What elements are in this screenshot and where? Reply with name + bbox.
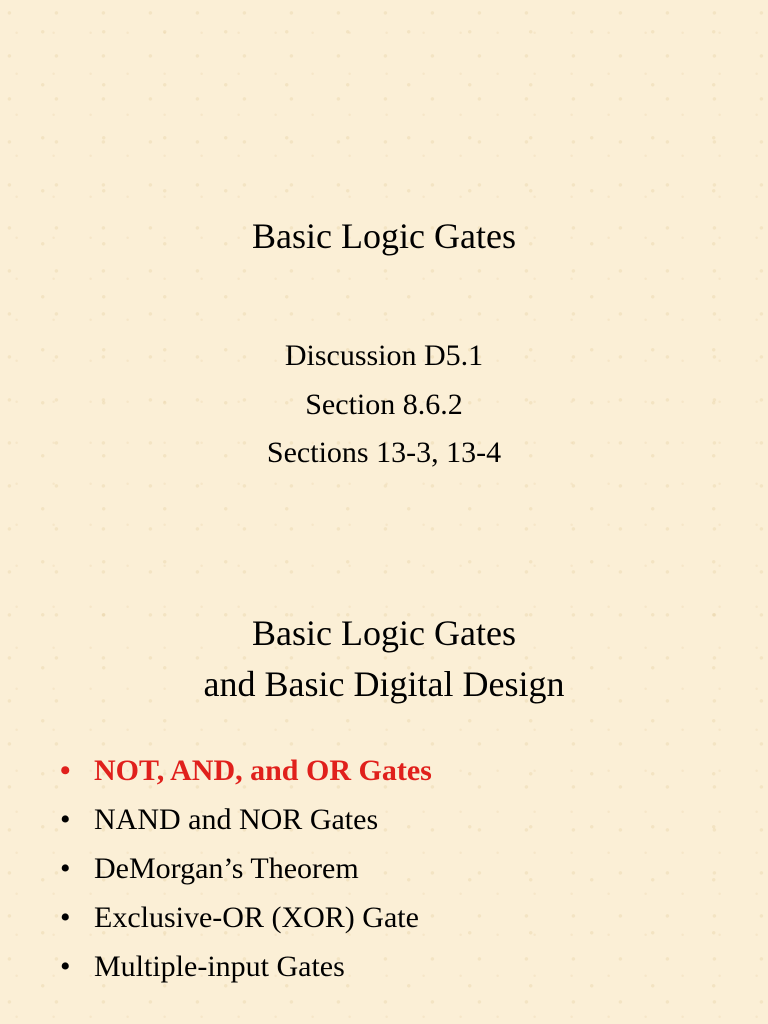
- list-item-text: Multiple-input Gates: [94, 950, 345, 983]
- subtitle-discussion: Discussion D5.1: [284, 339, 484, 372]
- content-title-line-2: and Basic Digital Design: [203, 664, 565, 704]
- list-item: [60, 746, 432, 795]
- subtitle-section: Section 8.6.2: [305, 387, 463, 421]
- list-item: [60, 844, 432, 893]
- list-item: [60, 795, 432, 844]
- list-item-text: DeMorgan’s Theorem: [94, 852, 359, 885]
- subtitle-block: [0, 332, 768, 478]
- content-slide-title: [0, 608, 768, 710]
- subtitle-sections: Sections 13-3, 13-4: [266, 436, 502, 469]
- bullet-icon: •: [60, 901, 71, 934]
- bullet-icon: •: [60, 852, 71, 885]
- bullet-icon: •: [60, 754, 71, 787]
- content-title-line-1: Basic Logic Gates: [252, 613, 516, 653]
- list-item-text: NAND and NOR Gates: [94, 803, 379, 836]
- slide-title: Basic Logic Gates: [252, 216, 516, 256]
- list-item-text: Exclusive-OR (XOR) Gate: [94, 901, 419, 934]
- bullet-icon: •: [60, 950, 71, 983]
- list-item-text: NOT, AND, and OR Gates: [94, 754, 432, 787]
- bullet-icon: •: [60, 803, 71, 836]
- list-item: [60, 942, 432, 991]
- content-slide: [0, 512, 768, 1024]
- list-item: [60, 893, 432, 942]
- topic-list: [60, 746, 432, 991]
